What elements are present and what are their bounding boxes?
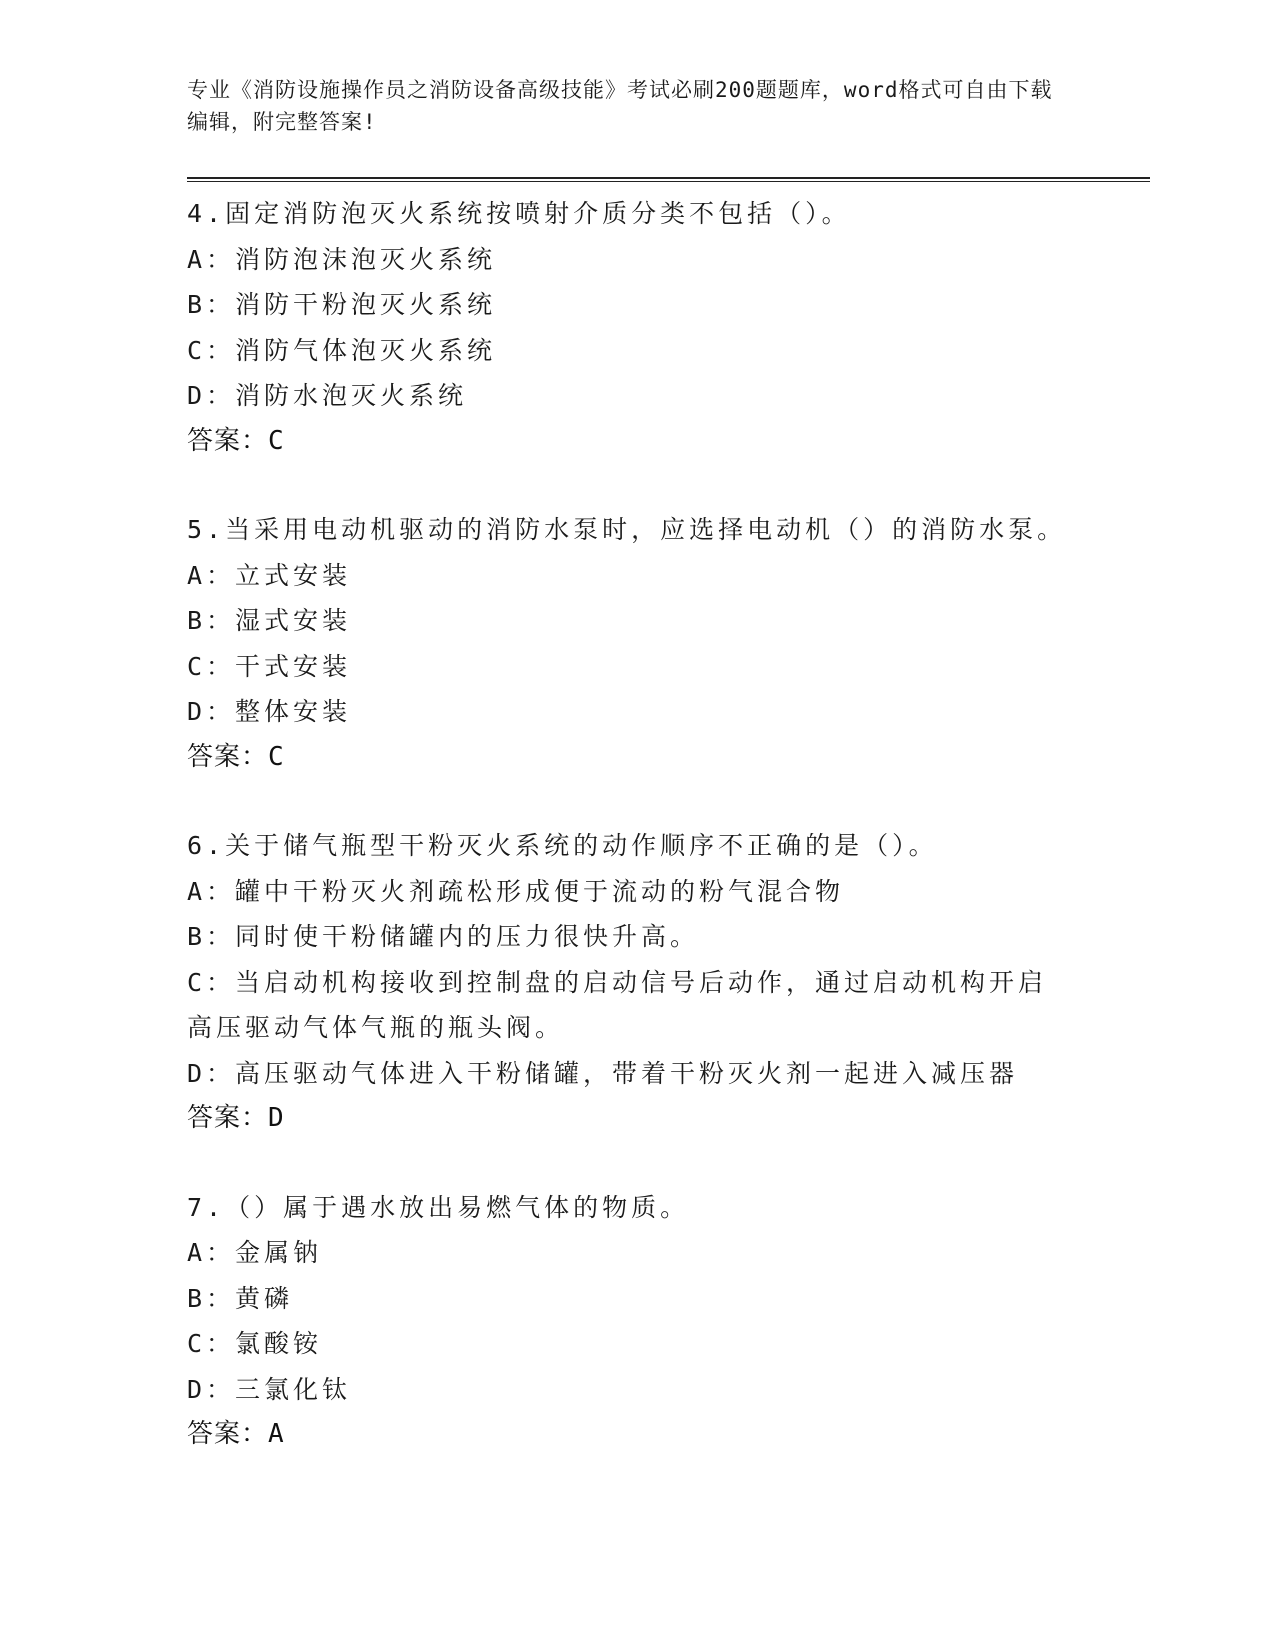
option-b: B：黄磷 xyxy=(187,1283,294,1313)
question-list xyxy=(187,191,1087,1501)
option-a: A：罐中干粉灭火剂疏松形成便于流动的粉气混合物 xyxy=(187,876,845,906)
option-c: C：氯酸铵 xyxy=(187,1329,323,1358)
answer-label: 答案： xyxy=(187,425,269,456)
option-c: C：消防气体泡灭火系统 xyxy=(187,335,497,365)
header-divider-thick xyxy=(187,177,1150,179)
answer-value: C xyxy=(268,425,285,456)
answer-line xyxy=(187,1412,1087,1458)
question-7 xyxy=(187,1185,1087,1458)
answer-line xyxy=(187,735,1087,781)
answer-value: C xyxy=(268,741,285,772)
option-a: A：立式安装 xyxy=(187,560,352,590)
document-header: 专业《消防设施操作员之消防设备高级技能》考试必刷200题题库，word格式可自由下载编辑，附完整答案! xyxy=(187,78,1053,134)
option-a: A：消防泡沫泡灭火系统 xyxy=(187,244,497,274)
answer-label: 答案： xyxy=(187,1103,269,1133)
option-d: D：整体安装 xyxy=(187,697,352,726)
answer-label: 答案： xyxy=(187,741,269,772)
question-stem: 7.（）属于遇水放出易燃气体的物质。 xyxy=(187,1192,690,1222)
question-stem: 4.固定消防泡灭火系统按喷射介质分类不包括（）。 xyxy=(187,199,851,228)
option-d: D：消防水泡灭火系统 xyxy=(187,381,468,410)
option-c: C：当启动机构接收到控制盘的启动信号后动作，通过启动机构开启高压驱动气体气瓶的瓶头阀。 xyxy=(187,967,1048,1042)
answer-line xyxy=(187,419,1087,465)
option-b: B：湿式安装 xyxy=(187,606,352,635)
header-divider-thin xyxy=(187,181,1150,182)
question-stem: 6.关于储气瓶型干粉灭火系统的动作顺序不正确的是（）。 xyxy=(187,831,938,860)
question-5 xyxy=(187,507,1087,780)
option-b: B：消防干粉泡灭火系统 xyxy=(187,290,497,319)
answer-value: A xyxy=(268,1419,285,1449)
option-a: A：金属钠 xyxy=(187,1238,323,1267)
option-c: C：干式安装 xyxy=(187,651,352,681)
answer-label: 答案： xyxy=(187,1419,269,1449)
option-b: B：同时使干粉储罐内的压力很快升高。 xyxy=(187,922,700,951)
question-stem: 5.当采用电动机驱动的消防水泵时，应选择电动机（）的消防水泵。 xyxy=(187,515,1067,544)
answer-line xyxy=(187,1096,1087,1142)
question-6 xyxy=(187,823,1087,1142)
answer-value: D xyxy=(268,1103,285,1133)
option-d: D：三氯化钛 xyxy=(187,1374,352,1404)
option-d: D：高压驱动气体进入干粉储罐，带着干粉灭火剂一起进入减压器 xyxy=(187,1058,1019,1088)
question-4 xyxy=(187,191,1087,464)
